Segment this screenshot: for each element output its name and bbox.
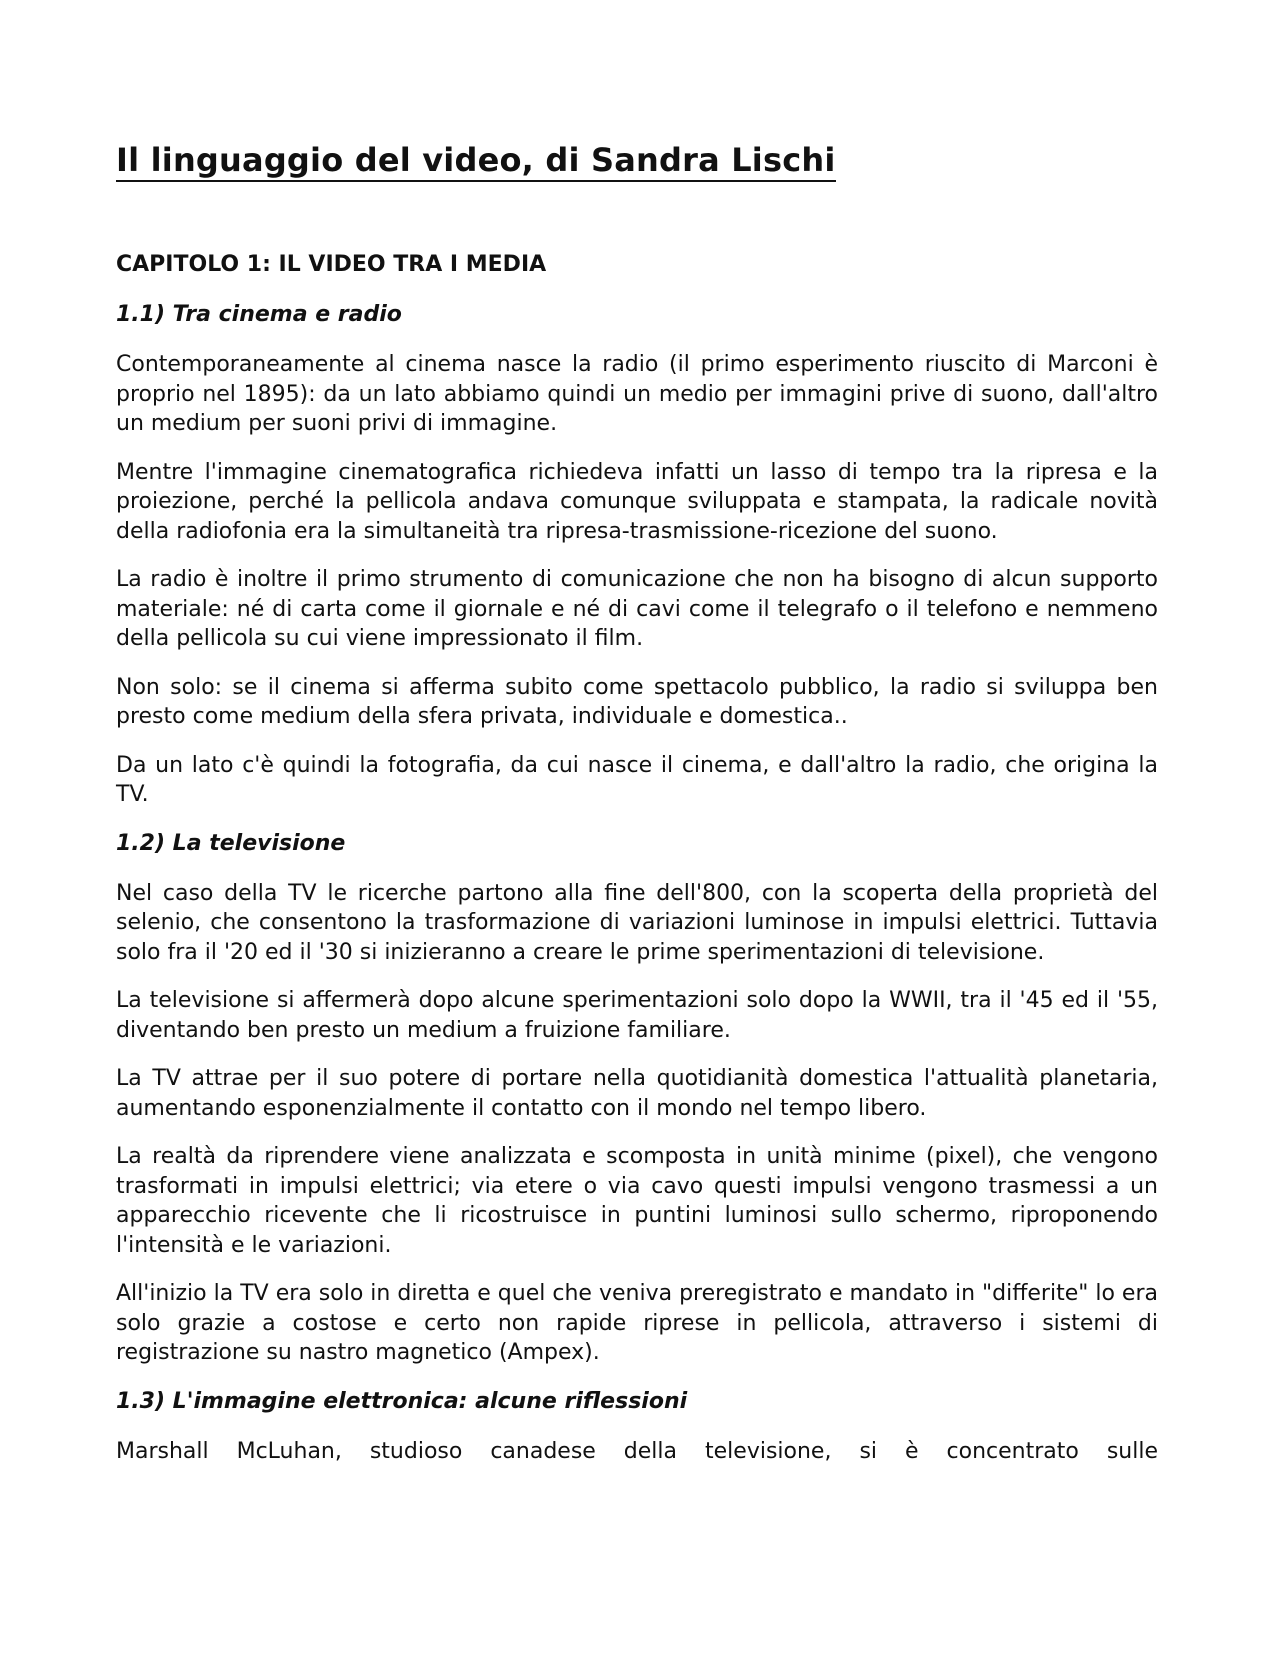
paragraph: Non solo: se il cinema si afferma subito come spettacolo pubblico, la radio si sviluppa ben presto come medium della sfera privata, individuale e domestica.. (116, 674, 1158, 729)
document-page (116, 140, 1158, 1485)
paragraph: La realtà da riprendere viene analizzata e scomposta in unità minime (pixel), che vengono trasformati in impulsi elettrici; via etere o via cavo questi impulsi vengono trasmessi a un apparecchio ricevente che li ricostruisce in puntini luminosi sullo schermo, riproponendo l'intensità e le variazioni. (116, 1144, 1158, 1258)
section-heading-1-1: 1.1) Tra cinema e radio (116, 302, 402, 327)
paragraph: Contemporaneamente al cinema nasce la radio (il primo esperimento riuscito di Marconi è proprio nel 1895): da un lato abbiamo quindi un medio per immagini prive di suono, dall'altro un medium per suoni privi di immagine. (116, 352, 1158, 436)
paragraph: La televisione si affermerà dopo alcune sperimentazioni solo dopo la WWII, tra il '45 ed il '55, diventando ben presto un medium a fruizione familiare. (116, 988, 1158, 1043)
section-heading-1-2: 1.2) La televisione (116, 830, 346, 856)
paragraph: Nel caso della TV le ricerche partono alla fine dell'800, con la scoperta della proprietà del selenio, che consentono la trasformazione di variazioni luminose in impulsi elettrici. Tuttavia solo fra il '20 ed il '30 si inizieranno a creare le prime sperimentazioni di televisione. (116, 880, 1158, 965)
section-heading-1-3: 1.3) L'immagine elettronica: alcune riflessioni (116, 1388, 688, 1414)
chapter-heading: CAPITOLO 1: IL VIDEO TRA I MEDIA (116, 252, 547, 277)
paragraph: All'inizio la TV era solo in diretta e quel che veniva preregistrato e mandato in "differite" lo era solo grazie a costose e certo non rapide riprese in pellicola, attraverso i sistemi di registrazione su nastro magnetico (Ampex). (116, 1281, 1158, 1365)
document-title: Il linguaggio del video, di Sandra Lischi (116, 140, 836, 182)
paragraph: La radio è inoltre il primo strumento di comunicazione che non ha bisogno di alcun supporto materiale: né di carta come il giornale e né di cavi come il telegrafo o il telefono e nemmeno della pellicola su cui viene impressionato il film. (116, 567, 1158, 651)
paragraph: Mentre l'immagine cinematografica richiedeva infatti un lasso di tempo tra la ripresa e la proiezione, perché la pellicola andava comunque sviluppata e stampata, la radicale novità della radiofonia era la simultaneità tra ripresa-trasmissione-ricezione del suono. (116, 459, 1158, 544)
paragraph: La TV attrae per il suo potere di portare nella quotidianità domestica l'attualità planetaria, aumentando esponenzialmente il contatto con il mondo nel tempo libero. (116, 1066, 1158, 1121)
paragraph: Marshall McLuhan, studioso canadese della televisione, si è concentrato sulle (116, 1438, 1158, 1464)
paragraph: Da un lato c'è quindi la fotografia, da cui nasce il cinema, e dall'altro la radio, che origina la TV. (116, 752, 1158, 807)
